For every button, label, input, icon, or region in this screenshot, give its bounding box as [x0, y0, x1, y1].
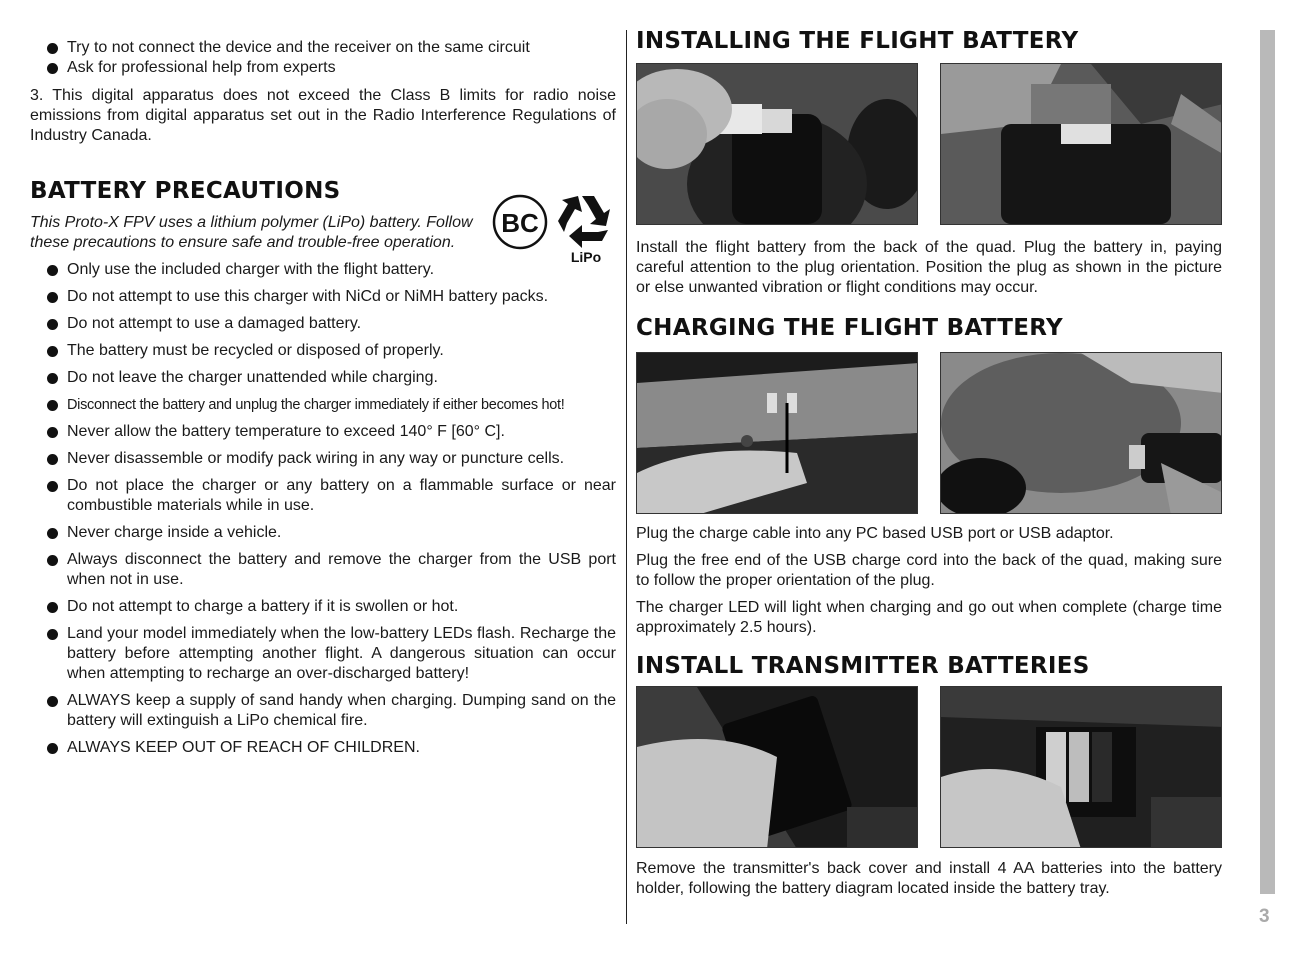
list-item: Do not attempt to use a damaged battery. — [30, 314, 616, 334]
bc-lipo-recycle-logo — [492, 194, 622, 266]
charging-battery-heading: CHARGING THE FLIGHT BATTERY — [636, 315, 1063, 341]
list-item: Do not attempt to charge a battery if it is swollen or hot. — [30, 597, 616, 617]
photo-battery-installed — [940, 63, 1222, 225]
list-item: Never disassemble or modify pack wiring in any way or puncture cells. — [30, 449, 616, 469]
list-item: ALWAYS keep a supply of sand handy when charging. Dumping sand on the battery will extinguish a LiPo chemical fire. — [30, 691, 616, 731]
install-photos — [636, 63, 1222, 225]
photo-aa-batteries — [940, 686, 1222, 848]
install-instructions: Install the flight battery from the back of the quad. Plug the battery in, paying careful attention to the plug orientation. Position the plug as shown in the picture or else unwanted vibration or flight conditions may occur. — [636, 239, 1222, 296]
photo-charge-port — [940, 352, 1222, 514]
recycle-icon — [558, 196, 610, 248]
list-item: Never allow the battery temperature to exceed 140° F [60° C]. — [30, 422, 616, 442]
precautions-list — [30, 260, 616, 758]
photo-transmitter-cover — [636, 686, 918, 848]
list-item: The battery must be recycled or disposed of properly. — [30, 341, 616, 361]
photo-usb-charger — [636, 352, 918, 514]
list-item: Always disconnect the battery and remove the charger from the USB port when not in use. — [30, 550, 616, 590]
list-item: Do not leave the charger unattended while charging. — [30, 368, 616, 388]
charging-step-1: Plug the charge cable into any PC based USB port or USB adaptor. — [636, 525, 1114, 542]
charging-photos — [636, 352, 1222, 514]
bc-text: BC — [501, 208, 539, 238]
list-item: Try to not connect the device and the receiver on the same circuit — [30, 38, 616, 58]
list-item: ALWAYS KEEP OUT OF REACH OF CHILDREN. — [30, 738, 616, 758]
page-edge-bar — [1260, 30, 1275, 894]
list-item: Only use the included charger with the flight battery. — [30, 260, 616, 280]
battery-intro: This Proto-X FPV uses a lithium polymer (LiPo) battery. Follow these precautions to ensure safe and trouble-free operation. — [30, 214, 473, 251]
list-item: Never charge inside a vehicle. — [30, 523, 616, 543]
compliance-paragraph: 3. This digital apparatus does not exceed the Class B limits for radio noise emissions from digital apparatus set out in the Radio Interference Regulations of Industry Canada. — [30, 87, 616, 144]
photo-battery-plug — [636, 63, 918, 225]
transmitter-photos — [636, 686, 1222, 848]
list-item: Ask for professional help from experts — [30, 58, 616, 78]
list-item: Disconnect the battery and unplug the charger immediately if either becomes hot! — [30, 395, 616, 415]
compliance-bullets — [30, 38, 616, 78]
installing-battery-heading: INSTALLING THE FLIGHT BATTERY — [636, 28, 1079, 54]
list-item: Do not attempt to use this charger with NiCd or NiMH battery packs. — [30, 287, 616, 307]
lipo-label: LiPo — [570, 249, 602, 265]
column-divider — [626, 30, 627, 924]
page-number: 3 — [1259, 906, 1270, 927]
transmitter-instructions: Remove the transmitter's back cover and install 4 AA batteries into the battery holder, following the battery diagram located inside the battery tray. — [636, 860, 1222, 897]
charging-step-2: Plug the free end of the USB charge cord into the back of the quad, making sure to follow the proper orientation of the plug. — [636, 552, 1222, 589]
list-item: Do not place the charger or any battery on a flammable surface or near combustible materials while in use. — [30, 476, 616, 516]
right-column — [636, 28, 1222, 899]
transmitter-batteries-heading: INSTALL TRANSMITTER BATTERIES — [636, 653, 1090, 679]
charging-step-3: The charger LED will light when charging and go out when complete (charge time approximately 2.5 hours). — [636, 599, 1222, 636]
battery-precautions-heading: BATTERY PRECAUTIONS — [30, 178, 341, 204]
left-column — [30, 38, 616, 765]
list-item: Land your model immediately when the low-battery LEDs flash. Recharge the battery before attempting another flight. A dangerous situation can occur when attempting to recharge an over-discharged battery! — [30, 624, 616, 684]
